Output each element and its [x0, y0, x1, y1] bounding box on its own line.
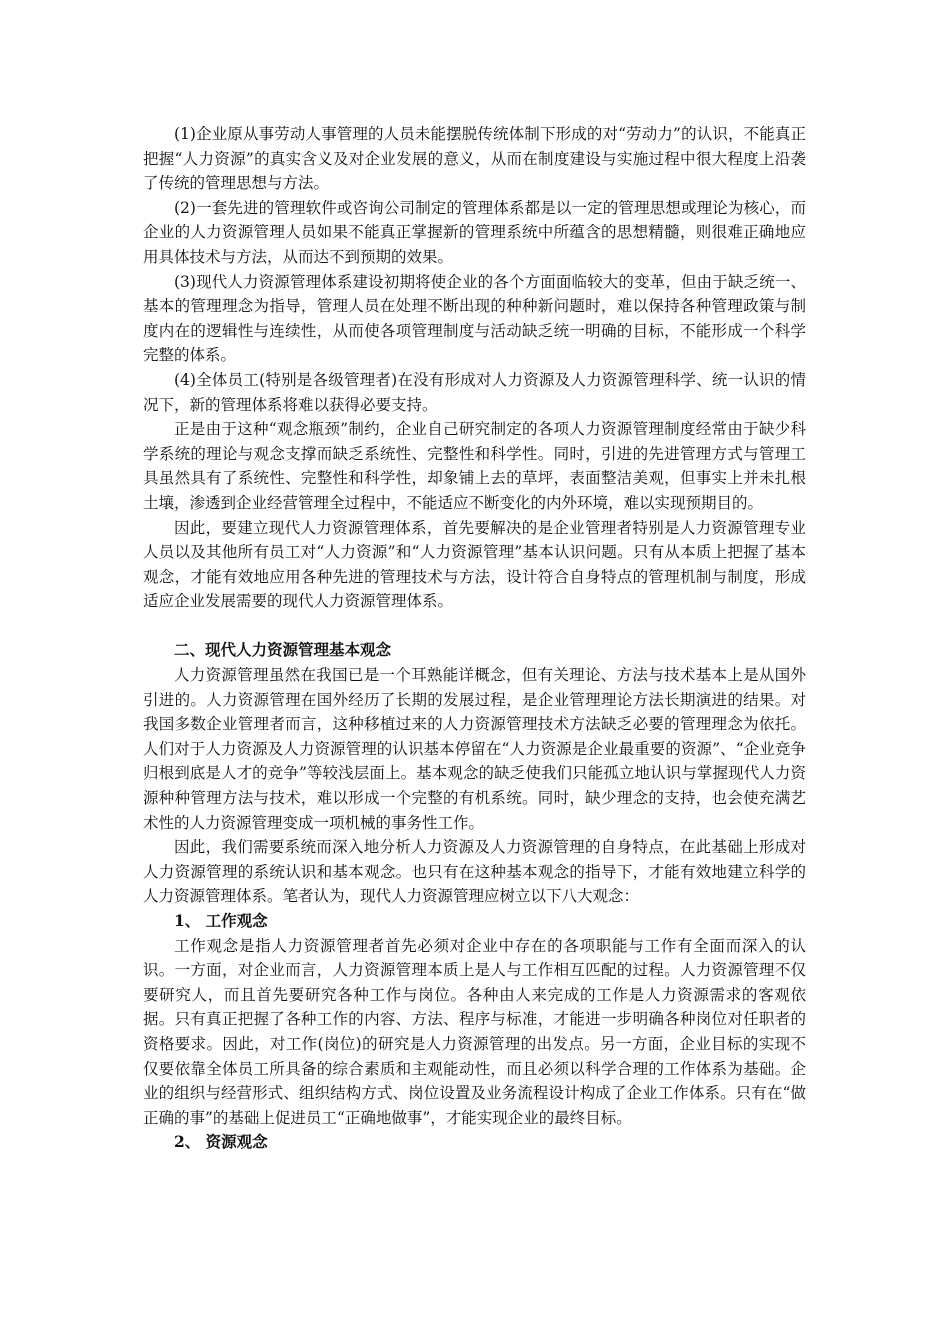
paragraph-conclusion: 因此，要建立现代人力资源管理体系，首先要解决的是企业管理者特别是人力资源管理专业人员以及其他所有员工对“人力资源”和“人力资源管理”基本认识问题。只有从本质上把握了基本观念，才能有效地应用各种先进的管理技术与方法，设计符合自身特点的管理机制与制度，形成适应企业发展需要的现代人力资源管理体系。: [143, 518, 806, 611]
subsection-2-heading: 2、 资源观念: [174, 1132, 268, 1152]
section-2-heading: 二、现代人力资源管理基本观念: [174, 640, 392, 660]
paragraph-section2-therefore: 因此，我们需要系统而深入地分析人力资源及人力资源管理的自身特点，在此基础上形成对人力资源管理的系统认识和基本观念。也只有在这种基本观念的指导下，才能有效地建立科学的人力资源管理体系。笔者认为，现代人力资源管理应树立以下八大观念：: [143, 838, 806, 906]
paragraph-point-3: (3)现代人力资源管理体系建设初期将使企业的各个方面面临较大的变革，但由于缺乏统一、基本的管理理念为指导，管理人员在处理不断出现的种种新问题时，难以保持各种管理政策与制度内在的逻辑性与连续性，从而使各项管理制度与活动缺乏统一明确的目标，不能形成一个科学完整的体系。: [143, 272, 806, 365]
document-body: [143, 122, 806, 1155]
paragraph-point-2: (2)一套先进的管理软件或咨询公司制定的管理体系都是以一定的管理思想或理论为核心，而企业的人力资源管理人员如果不能真正掌握新的管理系统中所蕴含的思想精髓，则很难正确地应用具体技术与方法，从而达不到预期的效果。: [143, 198, 806, 266]
subsection-1-heading: 1、 工作观念: [174, 911, 268, 930]
paragraph-point-4: (4)全体员工(特别是各级管理者)在没有形成对人力资源及人力资源管理科学、统一认识的情况下，新的管理体系将难以获得必要支持。: [143, 370, 806, 414]
section-spacer: [143, 614, 806, 639]
paragraph-work-concept: 工作观念是指人力资源管理者首先必须对企业中存在的各项职能与工作有全面而深入的认识。一方面，对企业而言，人力资源管理本质上是人与工作相互匹配的过程。人力资源管理不仅要研究人，而且首先要研究各种工作与岗位。各种由人来完成的工作是人力资源需求的客观依据。只有真正把握了各种工作的内容、方法、程序与标准，才能进一步明确各种岗位对任职者的资格要求。因此，对工作(岗位)的研究是人力资源管理的出发点。另一方面，企业目标的实现不仅要依靠全体员工所具备的综合素质和主观能动性，而且必须以科学合理的工作体系为基础。企业的组织与经营形式、组织结构方式、岗位设置及业务流程设计构成了企业工作体系。只有在“做正确的事”的基础上促进员工“正确地做事”，才能实现企业的最终目标。: [143, 936, 806, 1127]
paragraph-bottleneck: 正是由于这种“观念瓶颈”制约，企业自己研究制定的各项人力资源管理制度经常由于缺少科学系统的理论与观念支撑而缺乏系统性、完整性和科学性。同时，引进的先进管理方式与管理工具虽然具有了系统性、完整性和科学性，却象铺上去的草坪，表面整洁美观，但事实上并未扎根土壤，渗透到企业经营管理全过程中，不能适应不断变化的内外环境，难以实现预期目的。: [143, 420, 806, 512]
paragraph-section2-intro: 人力资源管理虽然在我国已是一个耳熟能详概念，但有关理论、方法与技术基本上是从国外引进的。人力资源管理在国外经历了长期的发展过程，是企业管理理论方法长期演进的结果。对我国多数企业管理者而言，这种移植过来的人力资源管理技术方法缺乏必要的管理理念为依托。人们对于人力资源及人力资源管理的认识基本停留在“人力资源是企业最重要的资源”、“企业竞争归根到底是人才的竞争”等较浅层面上。基本观念的缺乏使我们只能孤立地认识与掌握现代人力资源种种管理方法与技术，难以形成一个完整的有机系统。同时，缺少理念的支持，也会使充满艺术性的人力资源管理变成一项机械的事务性工作。: [143, 666, 806, 832]
paragraph-point-1: (1)企业原从事劳动人事管理的人员未能摆脱传统体制下形成的对“劳动力”的认识，不能真正把握“人力资源”的真实含义及对企业发展的意义，从而在制度建设与实施过程中很大程度上沿袭了传统的管理思想与方法。: [143, 125, 806, 193]
